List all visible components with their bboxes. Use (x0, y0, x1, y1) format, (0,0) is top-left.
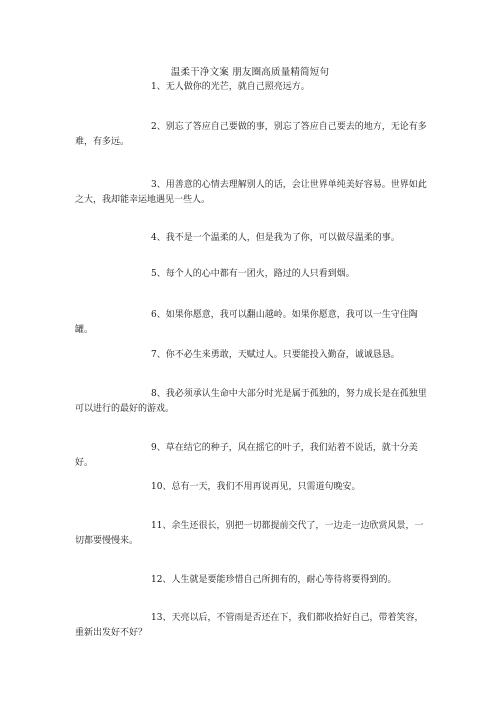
item-number: 6、 (151, 310, 166, 320)
item-number: 1、 (151, 82, 166, 92)
item-text: 人生就是要能珍惜自己所拥有的，耐心等待将要得到的。 (171, 575, 397, 585)
item-text: 总有一天，我们不用再说再见，只需道句晚安。 (171, 482, 361, 492)
item-number: 10、 (151, 482, 172, 492)
item-text: 天亮以后，不管雨是否还在下，我们都收拾好自己，带着笑容，重新出发好不好？ (75, 613, 424, 638)
list-item (75, 80, 427, 95)
list-item (75, 267, 427, 282)
item-text: 无人做你的光芒，就自己照亮远方。 (165, 82, 310, 92)
list-item (75, 308, 427, 338)
list-item (75, 178, 427, 208)
item-number: 9、 (151, 443, 166, 453)
list-item (75, 480, 427, 495)
item-number: 2、 (151, 122, 166, 132)
list-item (75, 231, 427, 246)
document-title: 温柔干净文案 朋友圈高质量精简短句 (170, 67, 330, 78)
item-number: 3、 (151, 180, 166, 190)
list-item (75, 387, 427, 417)
item-number: 5、 (151, 269, 166, 279)
item-number: 4、 (151, 233, 166, 243)
item-number: 11、 (151, 521, 172, 531)
list-item (75, 348, 427, 363)
list-item (75, 519, 427, 549)
item-text: 余生还很长，别把一切都提前交代了，一边走一边欣赏风景，一切都要慢慢来。 (75, 521, 424, 546)
item-number: 8、 (151, 389, 166, 399)
item-number: 12、 (151, 575, 172, 585)
list-item (75, 573, 427, 588)
list-item (75, 441, 427, 471)
item-number: 7、 (151, 350, 166, 360)
item-text: 每个人的心中都有一团火，路过的人只看到烟。 (165, 269, 355, 279)
item-text: 我必须承认生命中大部分时光是属于孤独的，努力成长是在孤独里可以进行的最好的游戏。 (75, 389, 427, 414)
item-text: 如果你愿意，我可以翻山越岭。如果你愿意，我可以一生守住陶罐。 (75, 310, 418, 335)
item-number: 13、 (151, 613, 172, 623)
item-text: 用善意的心情去理解别人的话，会让世界单纯美好容易。世界如此之大，我却能幸运地遇见一些人。 (75, 180, 427, 205)
item-text: 别忘了答应自己要做的事，别忘了答应自己要去的地方，无论有多难，有多远。 (75, 122, 427, 147)
item-text: 我不是一个温柔的人，但是我为了你，可以做尽温柔的事。 (165, 233, 400, 243)
list-item (75, 611, 427, 641)
list-item (75, 120, 427, 150)
item-text: 你不必生来勇敢，天赋过人。只要能投入勤奋，诚诚恳恳。 (165, 350, 400, 360)
item-text: 草在结它的种子，风在摇它的叶子，我们站着不说话，就十分美好。 (75, 443, 418, 468)
